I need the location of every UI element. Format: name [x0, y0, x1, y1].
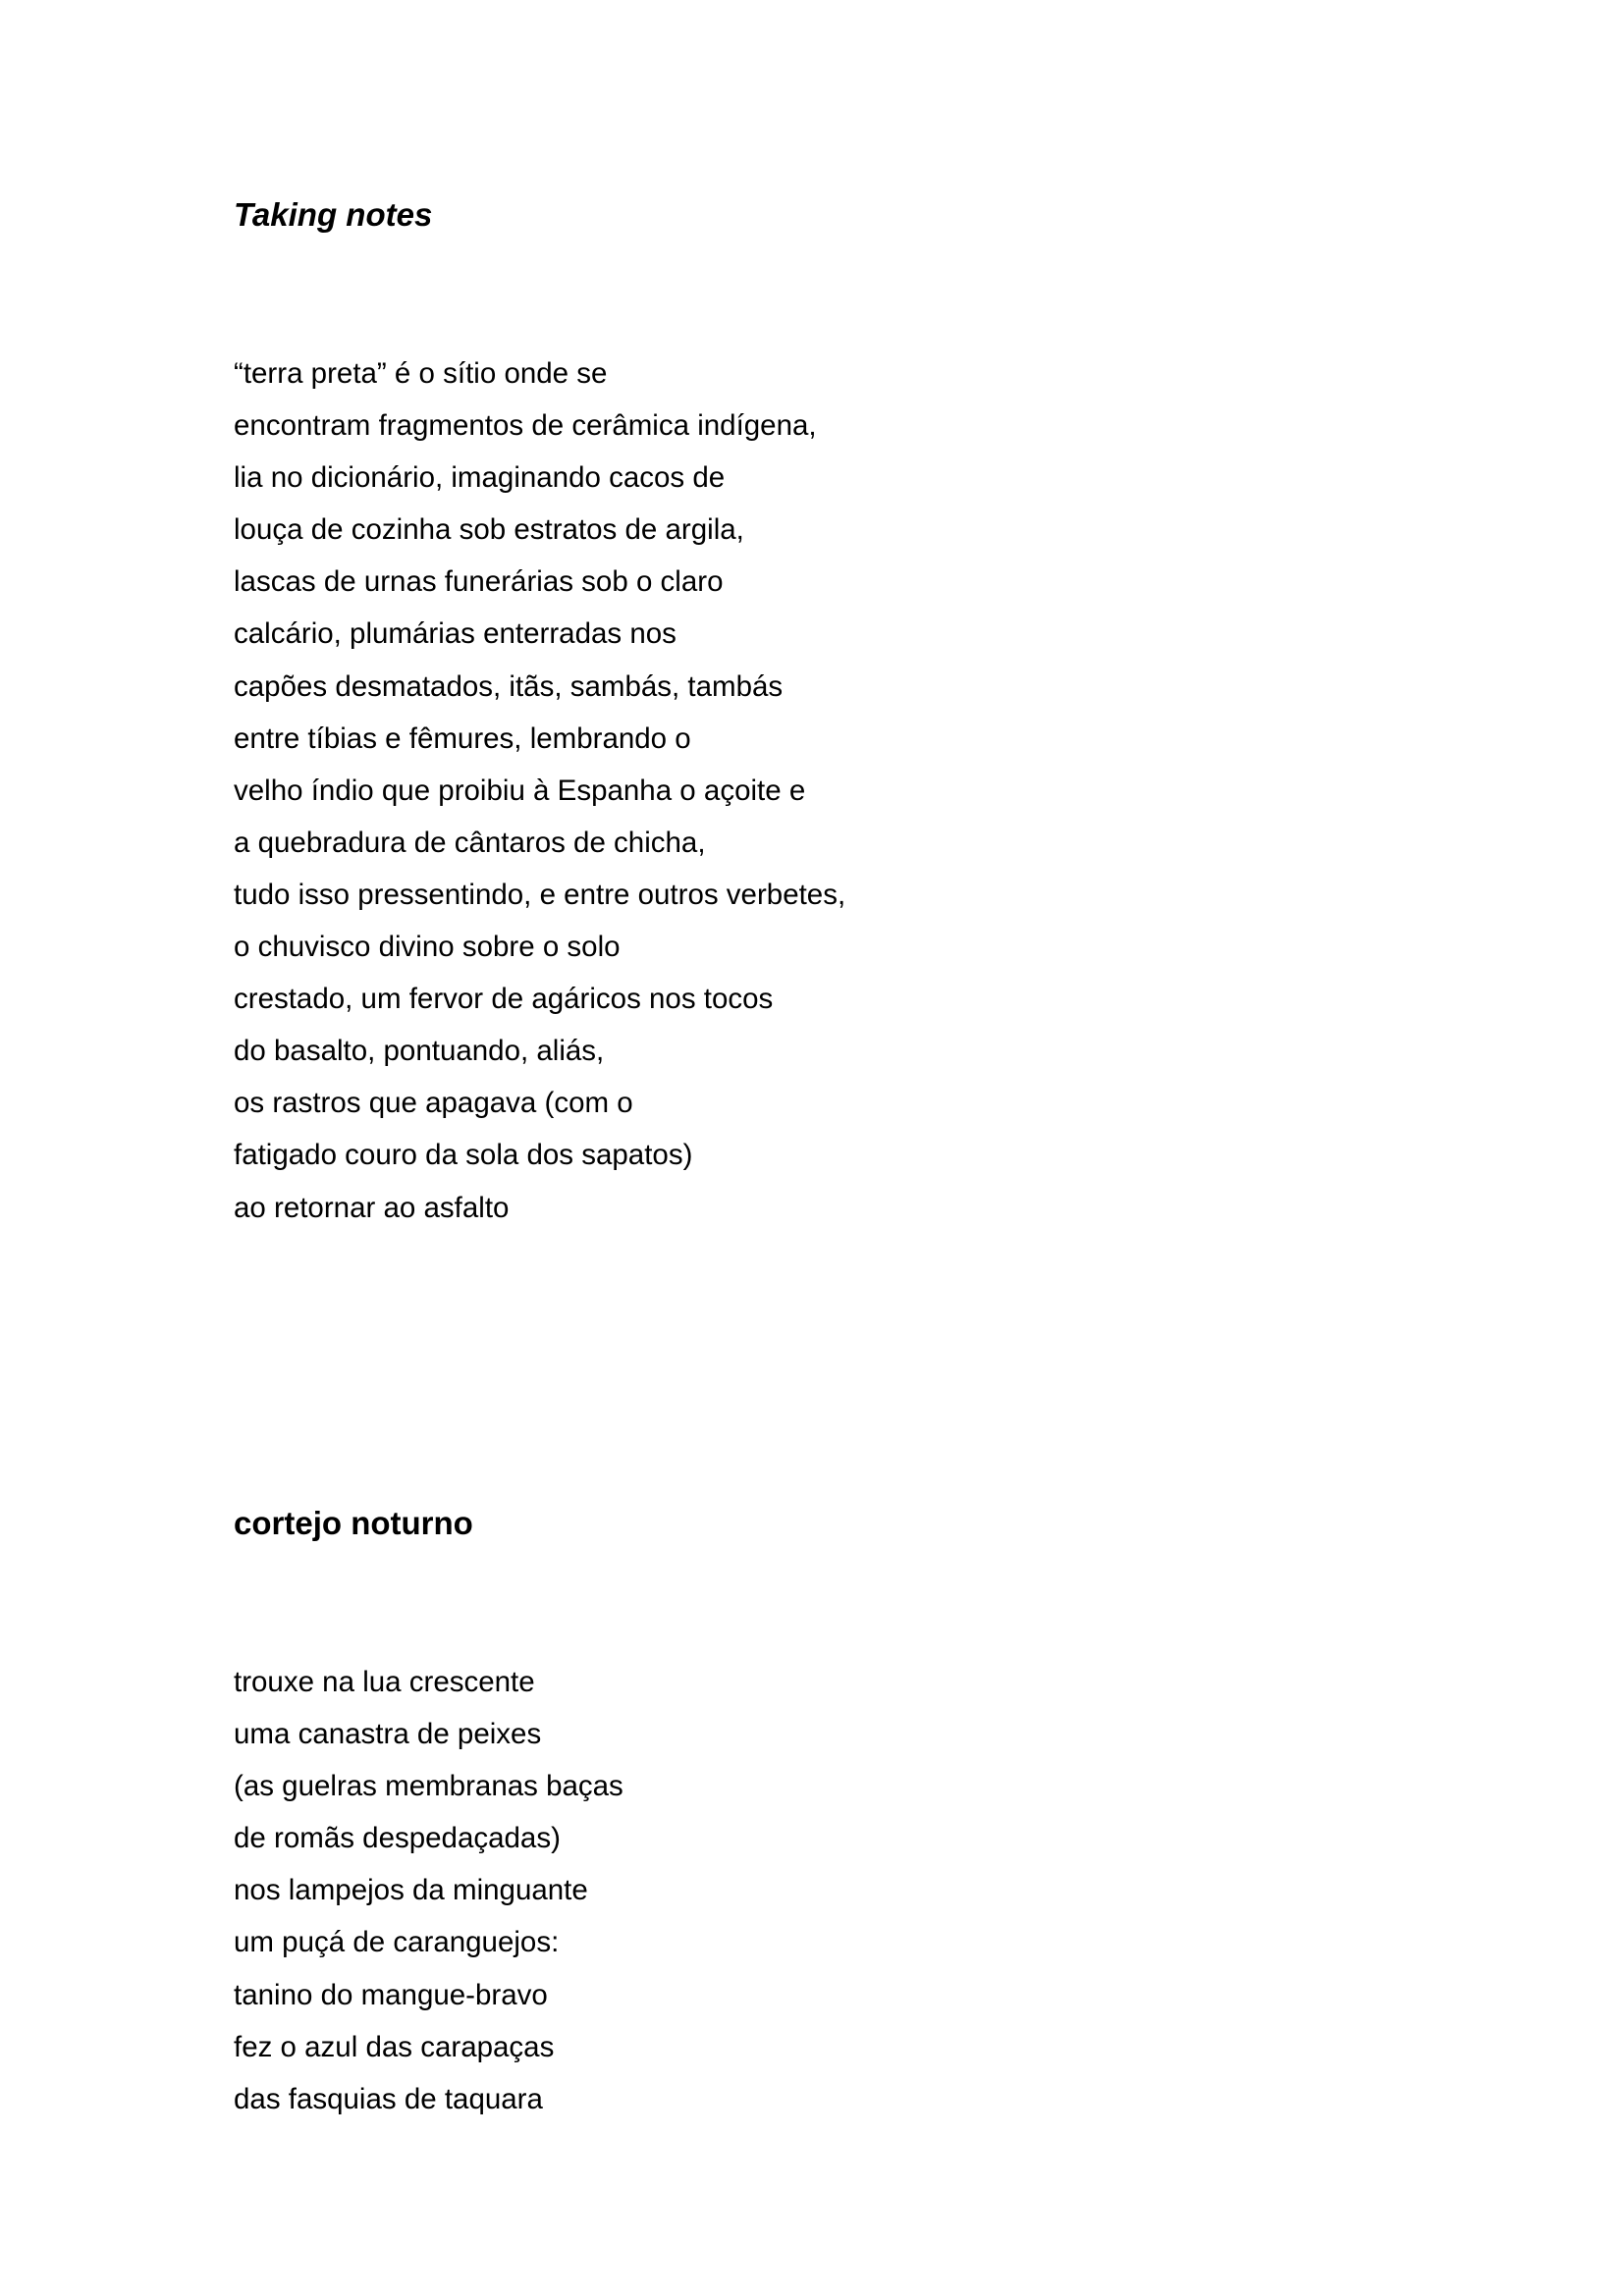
poem-line: fez o azul das carapaças: [234, 2030, 555, 2063]
poem-line: (as guelras membranas baças: [234, 1770, 623, 1803]
poem-line: capões desmatados, itãs, sambás, tambás: [234, 669, 784, 703]
poem-line: tanino do mangue-bravo: [234, 1978, 548, 2011]
poem-line: um puçá de caranguejos:: [234, 1926, 560, 1959]
poem-line: entre tíbias e fêmures, lembrando o: [234, 721, 691, 755]
poem-line: o chuvisco divino sobre o solo: [234, 931, 621, 964]
poem-line: nos lampejos da minguante: [234, 1874, 588, 1907]
poem-line: lia no dicionário, imaginando cacos de: [234, 461, 726, 495]
poem-line: calcário, plumárias enterradas nos: [234, 617, 677, 651]
poem-line: encontram fragmentos de cerâmica indígena,: [234, 409, 817, 443]
poem-cortejo-noturno: [234, 1500, 1412, 2125]
poem-line: do basalto, pontuando, aliás,: [234, 1035, 605, 1068]
poem-line: “terra preta” é o sítio onde se: [234, 357, 608, 390]
poem-line: crestado, um fervor de agáricos nos tocos: [234, 983, 774, 1016]
poem-line: das fasquias de taquara: [234, 2082, 543, 2115]
poem-line: de romãs despedaçadas): [234, 1822, 561, 1855]
poem-line: velho índio que proibiu à Espanha o açoite e: [234, 774, 806, 807]
poem-line: louça de cozinha sob estratos de argila,: [234, 513, 744, 547]
poem-line: trouxe na lua crescente: [234, 1666, 535, 1698]
poem-line: uma canastra de peixes: [234, 1718, 542, 1751]
poem-taking-notes: [234, 191, 1412, 1234]
poem-lines: [234, 1656, 1412, 2125]
poem-line: os rastros que apagava (com o: [234, 1087, 633, 1120]
poem-line: lascas de urnas funerárias sob o claro: [234, 565, 724, 599]
poem-title: Taking notes: [234, 196, 433, 233]
poem-line: ao retornar ao asfalto: [234, 1191, 510, 1224]
poem-title: cortejo noturno: [234, 1505, 473, 1541]
poem-line: fatigado couro da sola dos sapatos): [234, 1139, 693, 1172]
poem-line: tudo isso pressentindo, e entre outros verbetes,: [234, 878, 846, 911]
poem-lines: [234, 347, 1412, 1234]
poem-line: a quebradura de cântaros de chicha,: [234, 826, 706, 859]
